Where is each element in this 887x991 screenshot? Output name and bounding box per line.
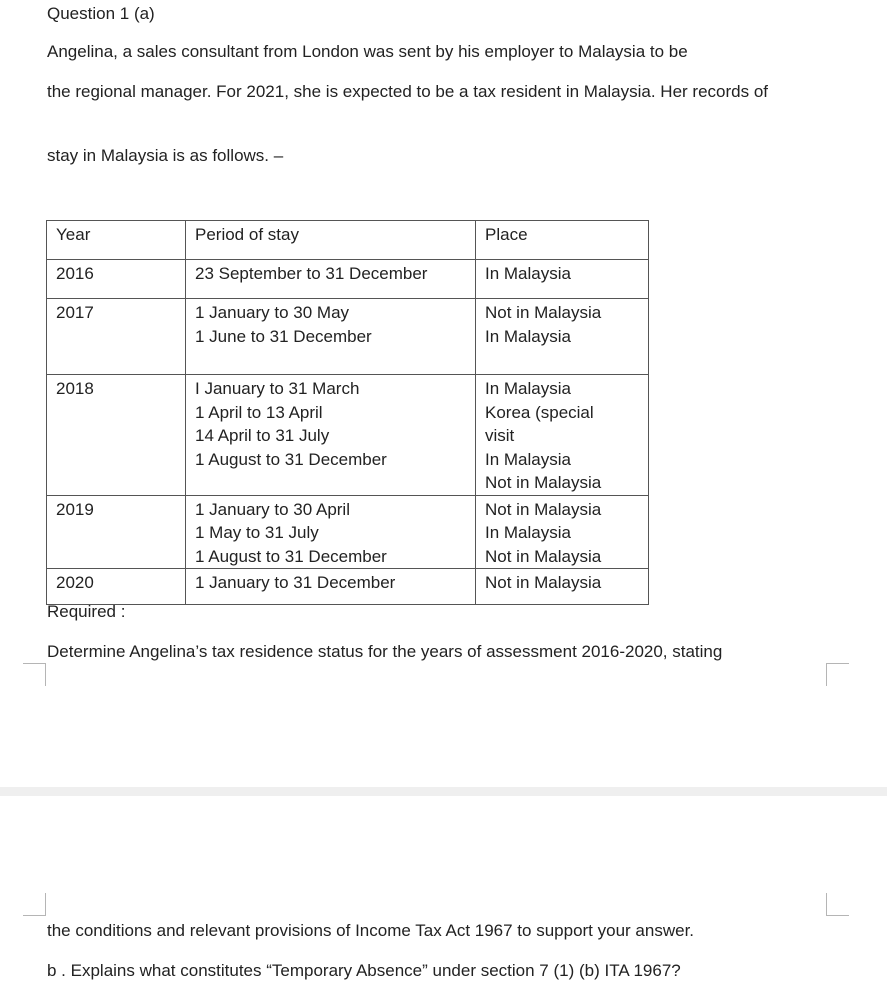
year-cell: 2018 [47,375,186,496]
page-break-gap [0,787,887,796]
place-line: Not in Malaysia [485,546,602,566]
page-corner-mark [23,663,46,686]
period-cell [186,260,476,299]
period-line: 23 September to 31 December [195,264,428,283]
table-row [47,299,649,375]
place-line: In Malaysia [485,449,571,469]
place-line: Not in Malaysia [485,473,602,492]
table-row [47,375,649,496]
place-line: visit [485,426,515,445]
place-line: In Malaysia [485,379,571,398]
header-place: Place [476,221,649,260]
period-line: 1 January to 30 April [195,499,350,519]
table-row [47,260,649,299]
place-cell [476,569,649,605]
period-line: 1 April to 13 April [195,402,323,422]
required-line-2: the conditions and relevant provisions of Income Tax Act 1967 to support your answer. [47,921,695,940]
period-line: 14 April to 31 July [195,426,330,445]
header-period: Period of stay [186,221,476,260]
period-line: 1 January to 30 May [195,303,350,322]
place-line: In Malaysia [485,326,571,346]
place-line: In Malaysia [485,264,571,283]
period-cell [186,375,476,496]
year-cell: 2019 [47,495,186,569]
required-label: Required : [47,602,126,621]
intro-line-1: Angelina, a sales consultant from London was sent by his employer to Malaysia to be [47,42,688,61]
place-cell [476,375,649,496]
year-cell: 2016 [47,260,186,299]
page-corner-mark [23,893,46,916]
place-line: Korea (special [485,402,594,422]
period-line: 1 January to 31 December [195,573,396,592]
table-row [47,495,649,569]
place-cell [476,299,649,375]
year-cell: 2017 [47,299,186,375]
period-line: 1 August to 31 December [195,546,387,566]
period-line: 1 June to 31 December [195,326,372,346]
period-line: 1 August to 31 December [195,449,387,469]
header-year: Year [47,221,186,260]
intro-line-3: stay in Malaysia is as follows. – [47,146,284,165]
place-line: Not in Malaysia [485,573,602,592]
question-b: b . Explains what constitutes “Temporary Absence” under section 7 (1) (b) ITA 1967? [47,961,681,980]
period-line: I January to 31 March [195,379,360,398]
place-cell [476,260,649,299]
place-line: Not in Malaysia [485,499,602,519]
required-line-1: Determine Angelina’s tax residence status for the years of assessment 2016-2020, stating [47,642,723,661]
place-line: In Malaysia [485,523,571,542]
table-header-row [47,221,649,260]
period-cell [186,495,476,569]
period-cell [186,569,476,605]
place-line: Not in Malaysia [485,303,602,322]
place-cell [476,495,649,569]
period-cell [186,299,476,375]
page-corner-mark [826,663,849,686]
question-title: Question 1 (a) [47,4,155,23]
period-line: 1 May to 31 July [195,523,319,542]
table-row [47,569,649,605]
intro-line-2: the regional manager. For 2021, she is expected to be a tax resident in Malaysia. Her records of [47,82,769,101]
page-corner-mark [826,893,849,916]
stay-table [46,220,649,605]
year-cell: 2020 [47,569,186,605]
